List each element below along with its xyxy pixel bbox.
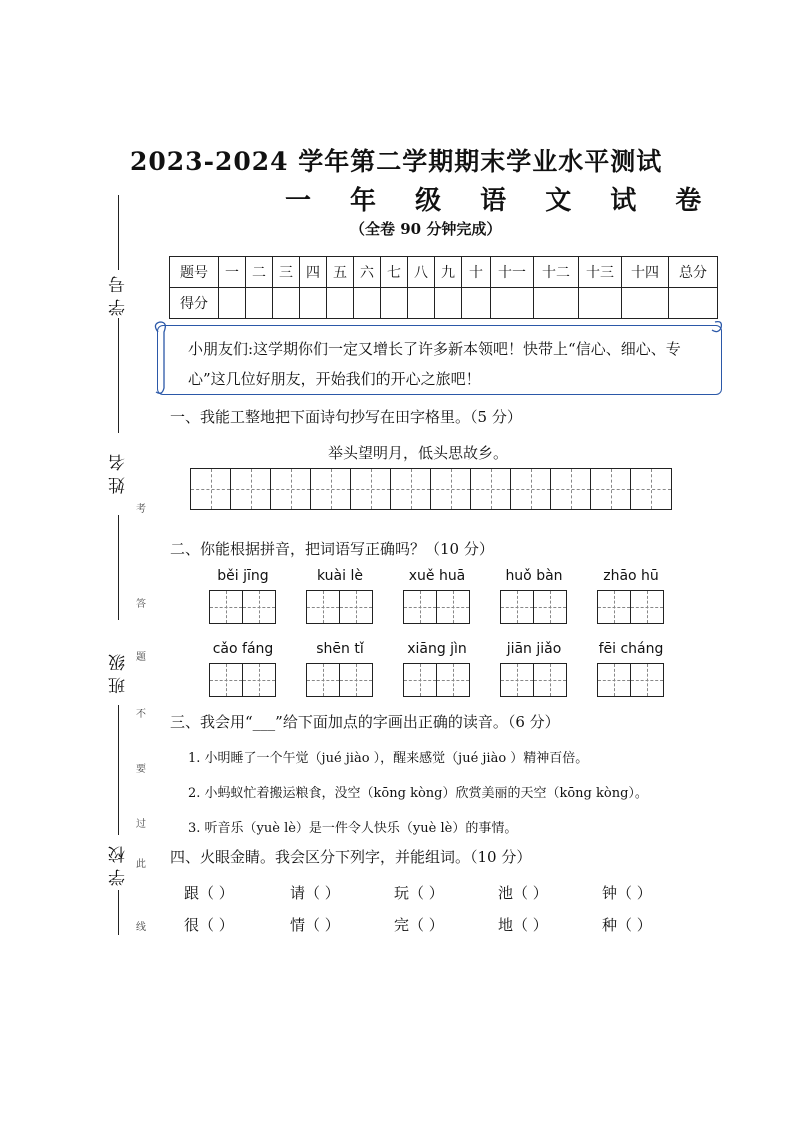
score-cell[interactable]: [622, 288, 669, 319]
pinyin-word: [491, 568, 577, 624]
word-group-item[interactable]: 跟（ ）: [184, 884, 234, 902]
answer-cell[interactable]: [533, 663, 567, 697]
score-cell[interactable]: [435, 288, 462, 319]
tianzige-cell[interactable]: [551, 469, 591, 509]
score-cell[interactable]: [354, 288, 381, 319]
binding-label-student-id: 学号: [109, 270, 129, 316]
answer-cell[interactable]: [339, 663, 373, 697]
pinyin-label: xiāng jìn: [407, 641, 467, 657]
pinyin-word: [394, 568, 480, 624]
section-4-heading: 四、火眼金睛。我会区分下列字，并能组词。（10 分）: [170, 848, 532, 866]
score-header-cell: 五: [327, 257, 354, 288]
score-cell[interactable]: [246, 288, 273, 319]
score-table: [169, 256, 718, 319]
pinyin-label: kuài lè: [317, 568, 363, 584]
answer-cell[interactable]: [500, 663, 534, 697]
pinyin-word: [588, 641, 674, 697]
exam-subtitle: 一 年 级 语 文 试 卷: [285, 186, 717, 216]
score-header-cell: 十三: [579, 257, 622, 288]
score-cell[interactable]: [462, 288, 491, 319]
score-cell[interactable]: [408, 288, 435, 319]
binding-line-1: [118, 195, 119, 270]
score-header-cell: 十: [462, 257, 491, 288]
pinyin-word: [200, 568, 286, 624]
score-cell[interactable]: [491, 288, 534, 319]
binding-warning-char: 题: [136, 652, 146, 663]
score-cell[interactable]: [534, 288, 579, 319]
binding-warning-char: 此: [136, 859, 146, 870]
tianzige-cell[interactable]: [591, 469, 631, 509]
word-group-item[interactable]: 情（ ）: [290, 916, 340, 934]
answer-cell[interactable]: [242, 590, 276, 624]
pinyin-word: [588, 568, 674, 624]
binding-warning-char: 不: [136, 709, 146, 720]
answer-cell[interactable]: [597, 590, 631, 624]
score-table-header-row: [170, 257, 718, 288]
pinyin-word: [297, 568, 383, 624]
binding-line-3: [118, 515, 119, 620]
tianzige-cell[interactable]: [391, 469, 431, 509]
pinyin-label: cǎo fáng: [212, 641, 274, 657]
word-group-item[interactable]: 地（ ）: [498, 916, 548, 934]
pinyin-label: shēn tǐ: [316, 641, 364, 657]
pinyin-word: [394, 641, 480, 697]
score-header-cell: 二: [246, 257, 273, 288]
answer-cell[interactable]: [209, 590, 243, 624]
score-table-score-row: [170, 288, 718, 319]
answer-cell[interactable]: [339, 590, 373, 624]
binding-label-name: 姓名: [109, 448, 129, 494]
section-3-item: 3. 听音乐（yuè lè）是一件令人快乐（yuè lè）的事情。: [188, 821, 518, 836]
word-group-item[interactable]: 玩（ ）: [394, 884, 444, 902]
word-group-item[interactable]: 种（ ）: [602, 916, 652, 934]
section-2-heading: 二、你能根据拼音，把词语写正确吗？（10 分）: [170, 540, 494, 558]
tianzige-cell[interactable]: [431, 469, 471, 509]
exam-duration-note: （全卷 90 分钟完成）: [350, 220, 502, 238]
pinyin-label: xuě huā: [408, 568, 466, 584]
pinyin-word: [297, 641, 383, 697]
score-header-cell: 四: [300, 257, 327, 288]
score-header-cell: 八: [408, 257, 435, 288]
score-header-cell: 一: [219, 257, 246, 288]
answer-cell[interactable]: [403, 663, 437, 697]
score-header-cell: 九: [435, 257, 462, 288]
word-group-item[interactable]: 很（ ）: [184, 916, 234, 934]
binding-warning-char: 线: [136, 922, 146, 933]
score-cell[interactable]: [300, 288, 327, 319]
binding-line-2: [118, 318, 119, 433]
answer-cell[interactable]: [242, 663, 276, 697]
tianzige-cell[interactable]: [511, 469, 551, 509]
pinyin-word: [200, 641, 286, 697]
binding-label-school: 学校: [109, 840, 129, 886]
binding-line-5: [118, 890, 119, 935]
tianzige-cell[interactable]: [471, 469, 511, 509]
pinyin-label: huǒ bàn: [505, 568, 563, 584]
answer-cell[interactable]: [209, 663, 243, 697]
answer-cell[interactable]: [533, 590, 567, 624]
binding-warning-char: 过: [136, 819, 146, 830]
answer-cell[interactable]: [500, 590, 534, 624]
score-row-label: 得分: [170, 288, 219, 319]
answer-cell[interactable]: [630, 663, 664, 697]
word-group-item[interactable]: 钟（ ）: [602, 884, 652, 902]
section-1-poem: 举头望明月，低头思故乡。: [328, 444, 509, 462]
word-group-item[interactable]: 完（ ）: [394, 916, 444, 934]
answer-cell[interactable]: [630, 590, 664, 624]
section-1-heading: 一、我能工整地把下面诗句抄写在田字格里。（5 分）: [170, 408, 522, 426]
answer-cell[interactable]: [597, 663, 631, 697]
answer-cell[interactable]: [436, 590, 470, 624]
tianzige-cell[interactable]: [351, 469, 391, 509]
section-3-item: 2. 小蚂蚁忙着搬运粮食，没空（kōng kòng）欣赏美丽的天空（kōng kòng）。: [188, 786, 648, 801]
score-cell[interactable]: [327, 288, 354, 319]
score-cell[interactable]: [381, 288, 408, 319]
tianzige-cell[interactable]: [271, 469, 311, 509]
answer-cell[interactable]: [436, 663, 470, 697]
section-3-item: 1. 小明睡了一个午觉（jué jiào ），醒来感觉（jué jiào ）精神百倍。: [188, 751, 589, 766]
score-cell[interactable]: [273, 288, 300, 319]
binding-warning-char: 考: [136, 504, 146, 515]
score-header-cell: 三: [273, 257, 300, 288]
tianzige-grid[interactable]: [190, 468, 672, 510]
answer-cell[interactable]: [403, 590, 437, 624]
tianzige-cell[interactable]: [191, 469, 231, 509]
intro-text: 小朋友们:这学期你们一定又增长了许多新本领吧！快带上“信心、细心、专心”这几位好朋友，开始我们的开心之旅吧！: [188, 340, 681, 388]
score-header-cell: 十一: [491, 257, 534, 288]
score-header-cell: 七: [381, 257, 408, 288]
binding-label-class: 班级: [109, 648, 129, 694]
word-group-item[interactable]: 请（ ）: [290, 884, 340, 902]
score-cell[interactable]: [219, 288, 246, 319]
pinyin-label: fēi cháng: [598, 641, 664, 657]
score-cell[interactable]: [579, 288, 622, 319]
tianzige-cell[interactable]: [631, 469, 671, 509]
pinyin-label: jiān jiǎo: [506, 641, 562, 657]
word-group-item[interactable]: 池（ ）: [498, 884, 548, 902]
score-header-cell: 总分: [669, 257, 718, 288]
tianzige-cell[interactable]: [231, 469, 271, 509]
score-header-cell: 题号: [170, 257, 219, 288]
score-header-cell: 十二: [534, 257, 579, 288]
binding-warning-char: 答: [136, 599, 146, 610]
pinyin-label: zhāo hū: [603, 568, 659, 584]
answer-cell[interactable]: [306, 663, 340, 697]
exam-title: 2023-2024 学年第二学期期末学业水平测试: [130, 147, 663, 176]
pinyin-word: [491, 641, 577, 697]
score-header-cell: 六: [354, 257, 381, 288]
score-cell[interactable]: [669, 288, 718, 319]
binding-warning-char: 要: [136, 764, 146, 775]
section-3-heading: 三、我会用“___”给下面加点的字画出正确的读音。（6 分）: [170, 713, 560, 731]
tianzige-cell[interactable]: [311, 469, 351, 509]
binding-line-4: [118, 705, 119, 835]
pinyin-label: běi jīng: [217, 568, 269, 584]
score-header-cell: 十四: [622, 257, 669, 288]
answer-cell[interactable]: [306, 590, 340, 624]
